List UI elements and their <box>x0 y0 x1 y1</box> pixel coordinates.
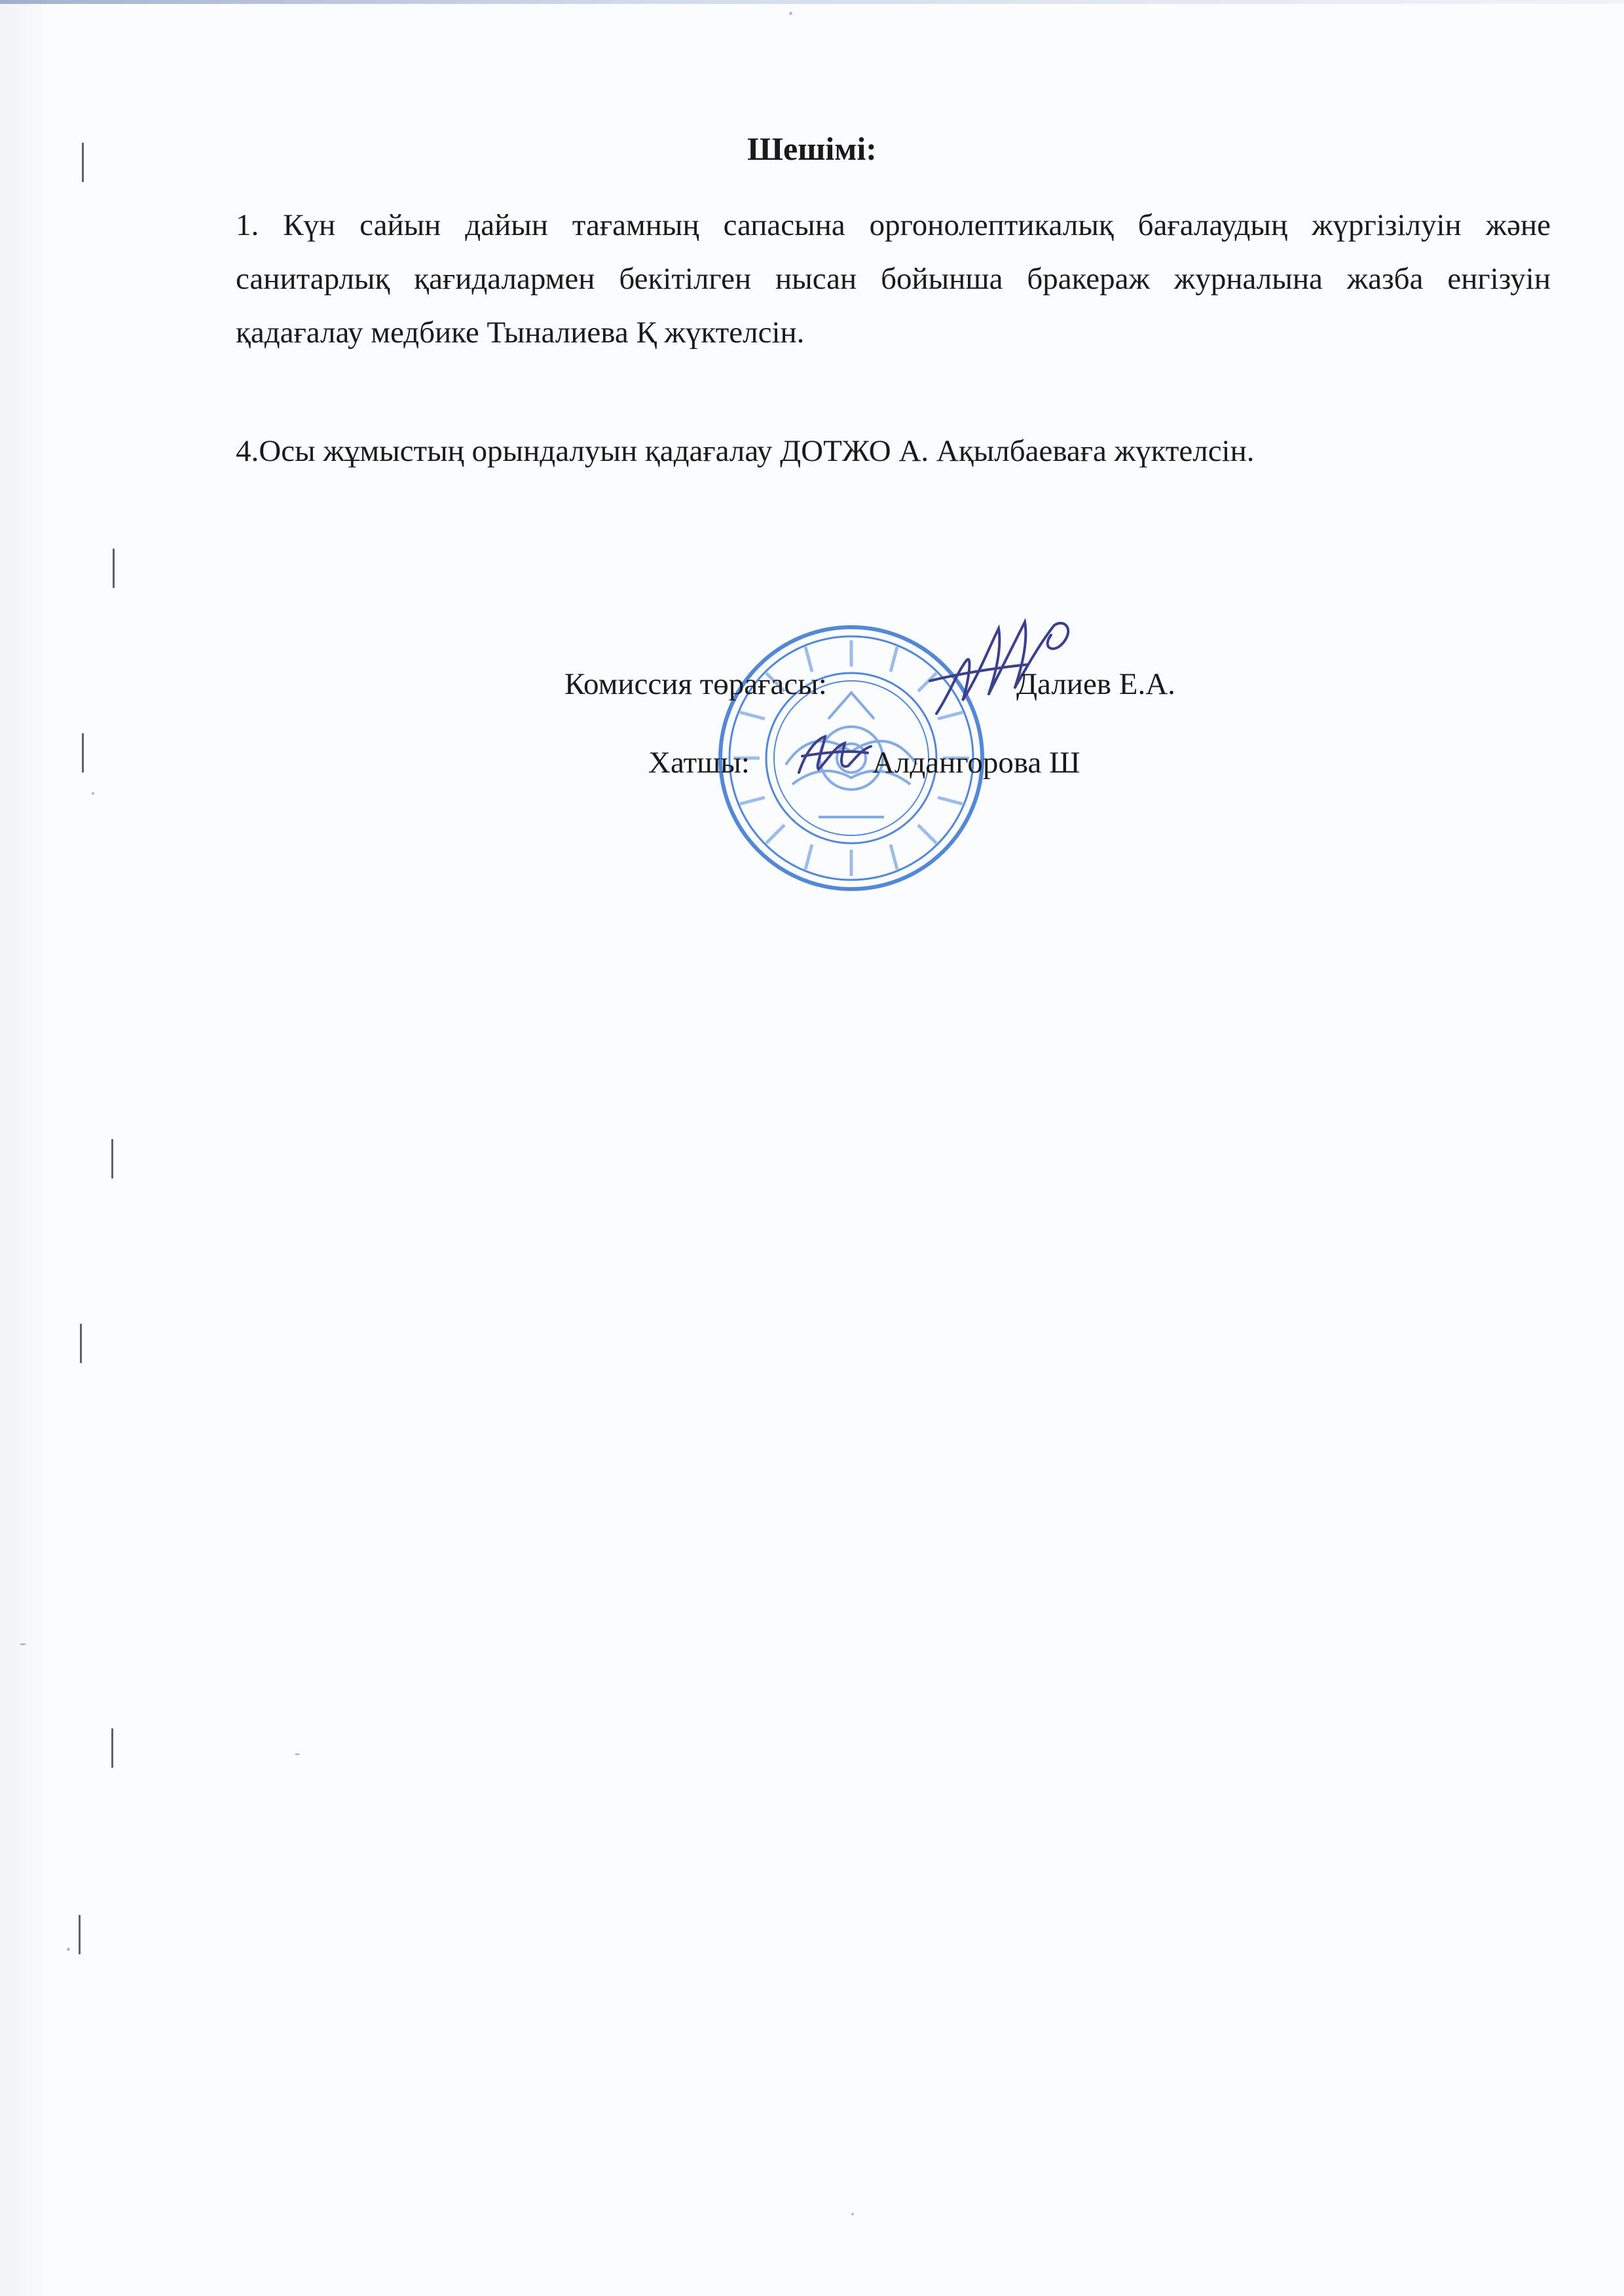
scan-speck <box>789 12 792 15</box>
binder-mark <box>113 549 115 588</box>
scan-speck <box>851 2213 854 2215</box>
decision-item-1: 1. Күн сайын дайын тағамның сапасына оргонолептикалық бағалаудың жүргізілуін және санитарлық қағидалармен бекітілген нысан бойынша бракераж журналына жазба енгізуін қадағалау медбике Тыналиева Қ жүктелсін. <box>236 208 1551 350</box>
scan-speck <box>20 1643 26 1645</box>
binder-mark <box>79 1915 81 1954</box>
secretary-name: Алдангорова Ш <box>872 746 1080 780</box>
secretary-signature <box>789 720 881 786</box>
binder-mark <box>111 1139 113 1178</box>
scan-left-shadow <box>0 0 52 2296</box>
secretary-label: Хатшы: <box>648 746 750 780</box>
scan-speck <box>92 792 94 795</box>
decision-item-4: 4.Осы жұмыстың орындалуын қадағалау ДОТЖО А. Ақылбаеваға жүктелсін. <box>236 434 1255 468</box>
binder-mark <box>82 733 84 773</box>
commission-chair-name: Далиев Е.А. <box>1016 667 1175 701</box>
scan-top-edge <box>0 0 1624 4</box>
scan-speck <box>295 1753 300 1755</box>
scan-speck <box>67 1948 70 1951</box>
binder-mark <box>80 1324 82 1363</box>
decision-heading: Шешімі: <box>747 130 877 167</box>
commission-chair-label: Комиссия төрағасы: <box>564 667 827 701</box>
binder-mark <box>111 1728 113 1768</box>
